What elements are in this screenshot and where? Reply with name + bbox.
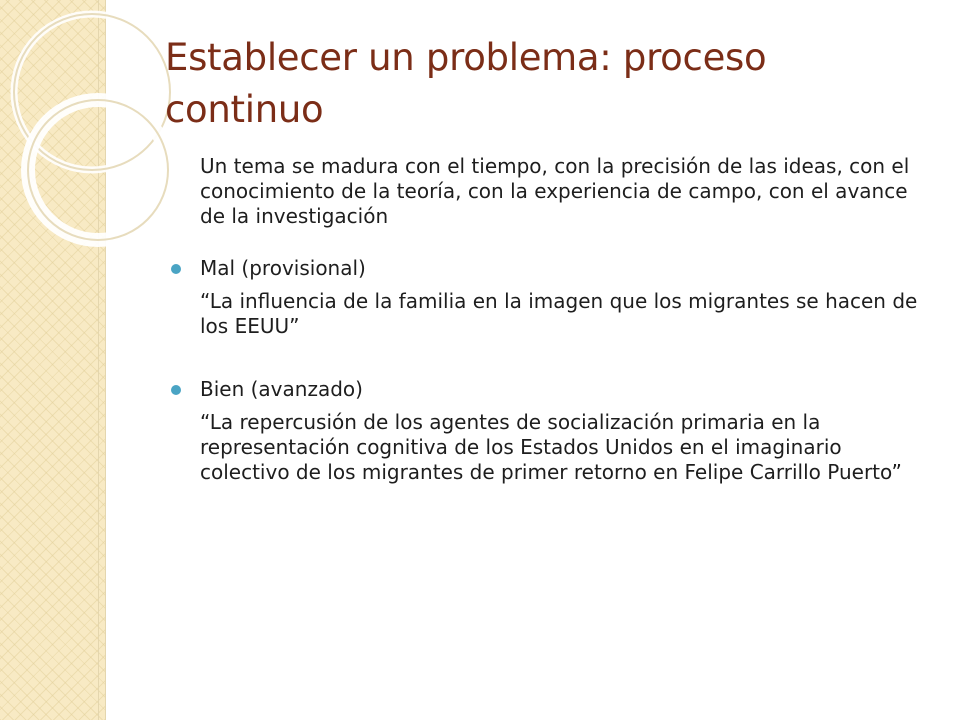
decorative-side-band bbox=[0, 0, 106, 720]
slide-title: Establecer un problema: proceso continuo bbox=[165, 36, 767, 131]
bullet-example: “La influencia de la familia en la imagen que los migrantes se hacen de los EEUU” bbox=[200, 289, 918, 338]
slide-body bbox=[162, 154, 932, 485]
bullet-label: Mal (provisional) bbox=[200, 256, 366, 280]
bullet-icon bbox=[171, 264, 181, 274]
intro-paragraph: Un tema se madura con el tiempo, con la precisión de las ideas, con el conocimiento de la teoría, con la experiencia de campo, con el avance de la investigación bbox=[200, 154, 910, 228]
side-band-rule bbox=[98, 0, 99, 720]
bullet-item-mal bbox=[162, 256, 932, 281]
bullet-example: “La repercusión de los agentes de socialización primaria en la representación cognitiva de los Estados Unidos en el imaginario colectivo de los migrantes de primer retorno en Felipe Carrillo Puerto” bbox=[200, 410, 902, 484]
bullet-item-bien bbox=[162, 377, 932, 402]
bullet-label: Bien (avanzado) bbox=[200, 377, 363, 401]
bullet-icon bbox=[171, 385, 181, 395]
